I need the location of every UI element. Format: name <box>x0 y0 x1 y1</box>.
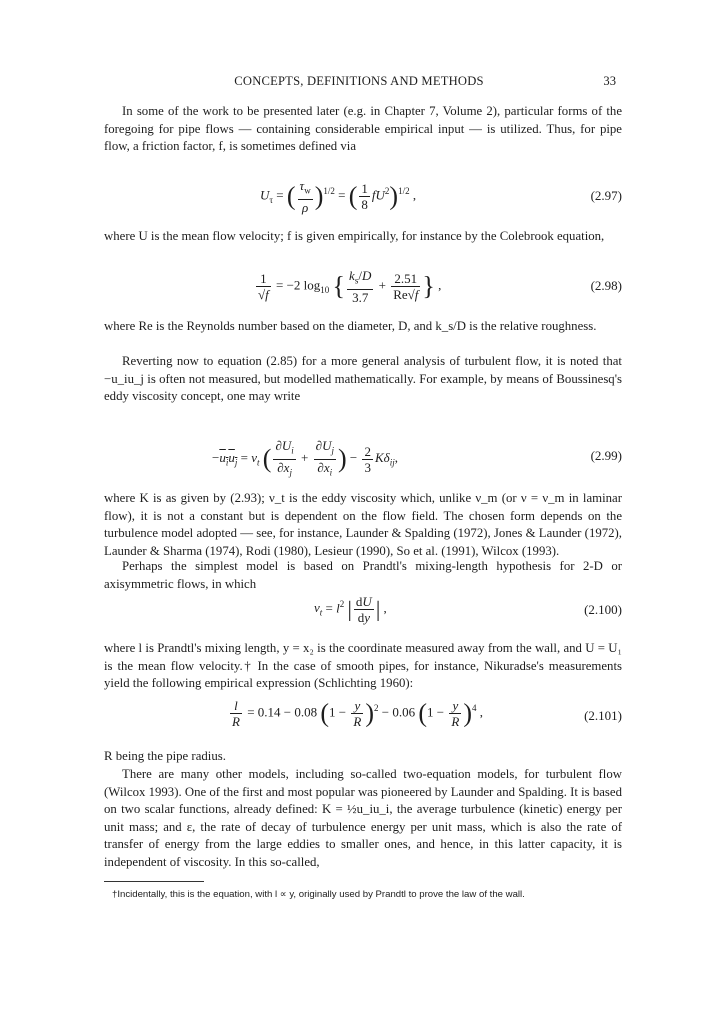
equation-number: (2.98) <box>590 278 622 293</box>
paragraph-5: where K is as given by (2.93); ν_t is the eddy viscosity which, unlike ν_m (or ν = ν_m in laminar flow), it is not a constant but is dependent on the flow field. The chosen form depends on the turbulence model adopted — see, for instance, Launder & Spalding (1972), Jones & Launder (1972), Launder & Sharma (1974), Rodi (1980), Lesieur (1990), So et al. (1991), Wilcox (1993). <box>104 491 622 558</box>
paragraph-7: where l is Prandtl's mixing length, y = x₂ is the coordinate measured away from the wall, and U = U₁ is the mean flow velocity.† In the case of smooth pipes, for instance, Nikuradse's measurements yield the following empirical expression (Schlichting 1960): <box>104 641 622 691</box>
equation-2-97 <box>104 176 622 220</box>
equation-2-100-body: $\nu_t = l^2$ | $\frac{dU}{dy}$ | , <box>314 594 387 625</box>
running-title: CONCEPTS, DEFINITIONS AND METHODS <box>234 74 484 88</box>
equation-2-101-body: $\frac{l}{R}$ = 0.14 − 0.08 (1 − $\frac{y}{R}$ )$^2$ − 0.06 (1 − $\frac{y}{R}$ )$^4$ , <box>232 698 483 729</box>
paragraph-8: R being the pipe radius. <box>104 749 226 763</box>
paragraph-3: where Re is the Reynolds number based on the diameter, D, and k_s/D is the relative roughness. <box>104 319 597 333</box>
paragraph-4: Reverting now to equation (2.85) for a more general analysis of turbulent flow, it is noted that −u_iu_j is often not measured, but modelled mathematically. For example, by means of Boussinesq's eddy viscosity concept, one may write <box>104 354 622 404</box>
page-number: 33 <box>603 74 616 88</box>
paragraph-6: Perhaps the simplest model is based on Prandtl's mixing-length hypothesis for 2-D or axisymmetric flows, in which <box>104 559 622 591</box>
paragraph-9: There are many other models, including so-called two-equation models, for turbulent flow (Wilcox 1993). One of the first and most popular was pioneered by Launder and Spalding. It is based on two scalar functions, already defined: K = ½u_iu_i, the average turbulence (kinetic) energy per unit mass; and ε, the rate of decay of turbulence energy per unit mass, which is also the rate of transfer of energy from the large eddies to smaller ones, and hence, in this latter capacity, it is independent of viscosity. In this so-called, <box>104 767 622 869</box>
equation-number: (2.99) <box>590 448 622 463</box>
equation-2-100 <box>104 592 622 632</box>
equation-2-99-body: $-u_iu_j = \nu_t$ ( $\frac{\partial U_i}{\partial x_j}$ + $\frac{\partial U_j}{\partial x_i}$ ) − $\frac{2}{3}$ $K\delta_{ij}$, <box>212 438 398 478</box>
equation-2-98-body: $\frac{1}{√f}$ = −2 $\log_{10}$ { $\frac{k_s/D}{3.7}$ + $\frac{2.51}{Re√f}$ } , <box>258 268 442 305</box>
footnote: †Incidentally, this is the equation, with l ∝ y, originally used by Prandtl to prove the law of the wall. <box>112 889 525 900</box>
paragraph-2: where U is the mean flow velocity; f is given empirically, for instance by the Colebrook equation, <box>104 229 605 243</box>
equation-number: (2.100) <box>584 602 622 617</box>
equation-2-97-body: $U_\tau$ = ( $\frac{\tau_w}{\rho}$ )$^{1/2}$ = ( $\frac{1}{8}$ $fU^2)^{1/2}$ , <box>260 178 417 215</box>
running-header <box>104 74 614 92</box>
equation-2-101 <box>104 696 622 740</box>
equation-number: (2.97) <box>590 188 622 203</box>
paragraph-1: In some of the work to be presented later (e.g. in Chapter 7, Volume 2), particular forms of the foregoing for pipe flows — containing considerable empirical input — is utilized. Thus, for pipe flow, a friction factor, f, is sometimes defined via <box>104 104 622 154</box>
equation-number: (2.101) <box>584 708 622 723</box>
equation-2-99 <box>104 436 622 480</box>
footnote-rule <box>104 881 204 882</box>
equation-2-98 <box>104 266 622 310</box>
